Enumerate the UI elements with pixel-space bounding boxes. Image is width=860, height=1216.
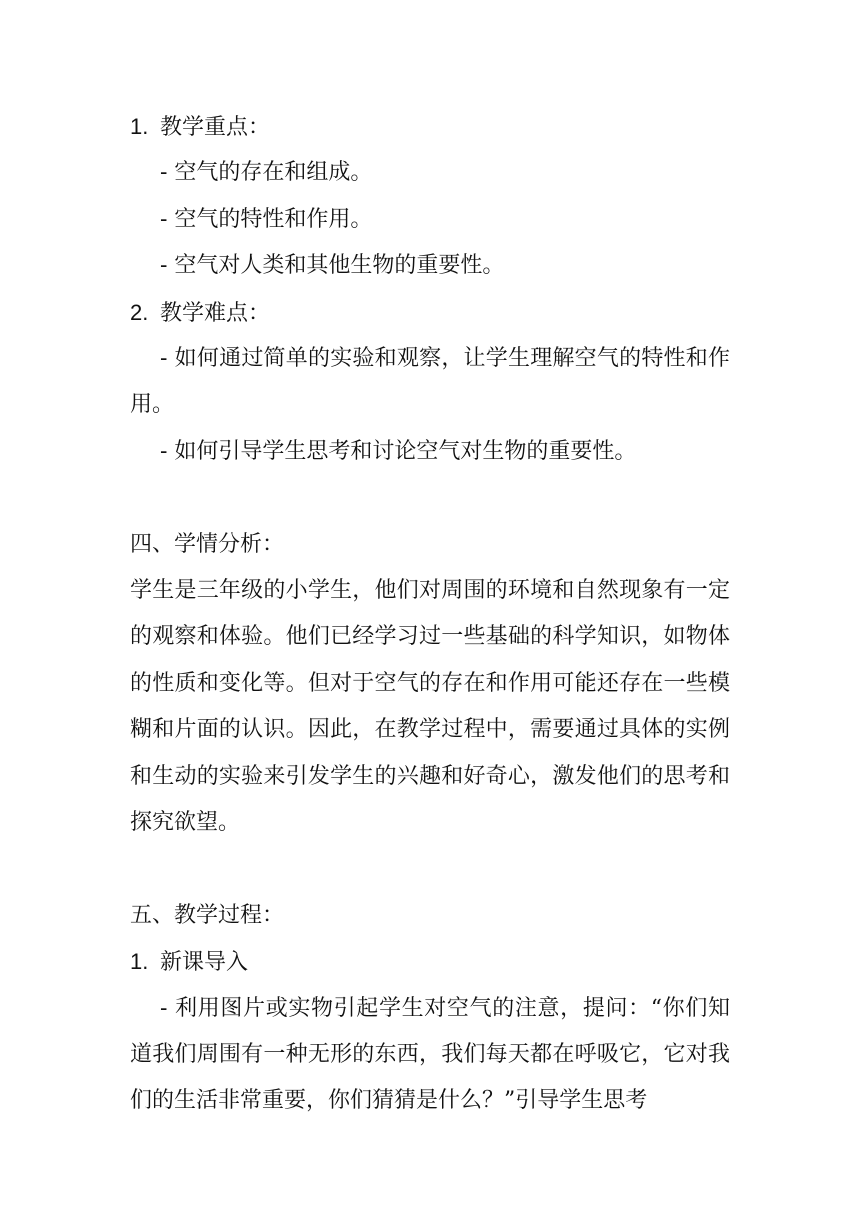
step-title: 新课导入 xyxy=(160,950,249,976)
step-paragraph: - 利用图片或实物引起学生对空气的注意，提问：“你们知道我们周围有一种无形的东西，我们每天都在呼吸它，它对我们的生活非常重要，你们猜猜是什么？”引导学生思考 xyxy=(130,995,730,1114)
difficulties-heading xyxy=(130,290,730,336)
list-number: 1. xyxy=(130,949,149,975)
learner-analysis-paragraph: 学生是三年级的小学生，他们对周围的环境和自然现象有一定的观察和体验。他们已经学习过一些基础的科学知识，如物体的性质和变化等。但对于空气的存在和作用可能还存在一些模糊和片面的认识。因此，在教学过程中，需要通过具体的实例和生动的实验来引发学生的兴趣和好奇心，激发他们的思考和探究欲望。 xyxy=(130,577,730,835)
section-heading-learner-analysis: 四、学情分析： xyxy=(130,531,285,557)
difficulty-item: - 如何引导学生思考和讨论空气对生物的重要性。 xyxy=(160,438,637,464)
step-heading xyxy=(130,939,730,985)
blank-line xyxy=(130,846,730,892)
key-point-item: - 空气的特性和作用。 xyxy=(160,206,373,232)
difficulties-title: 教学难点： xyxy=(160,300,271,326)
key-points-title: 教学重点： xyxy=(160,115,271,140)
key-point-item: - 空气的存在和组成。 xyxy=(160,160,373,186)
key-point-item: - 空气对人类和其他生物的重要性。 xyxy=(160,253,505,279)
section-heading-teaching-process: 五、教学过程： xyxy=(130,902,285,928)
list-number: 2. xyxy=(130,299,149,325)
list-number: 1. xyxy=(130,114,149,139)
blank-line xyxy=(130,475,730,521)
key-points-heading xyxy=(130,104,730,150)
document-page xyxy=(130,104,730,1125)
difficulty-item: - 如何通过简单的实验和观察，让学生理解空气的特性和作用。 xyxy=(130,345,730,418)
